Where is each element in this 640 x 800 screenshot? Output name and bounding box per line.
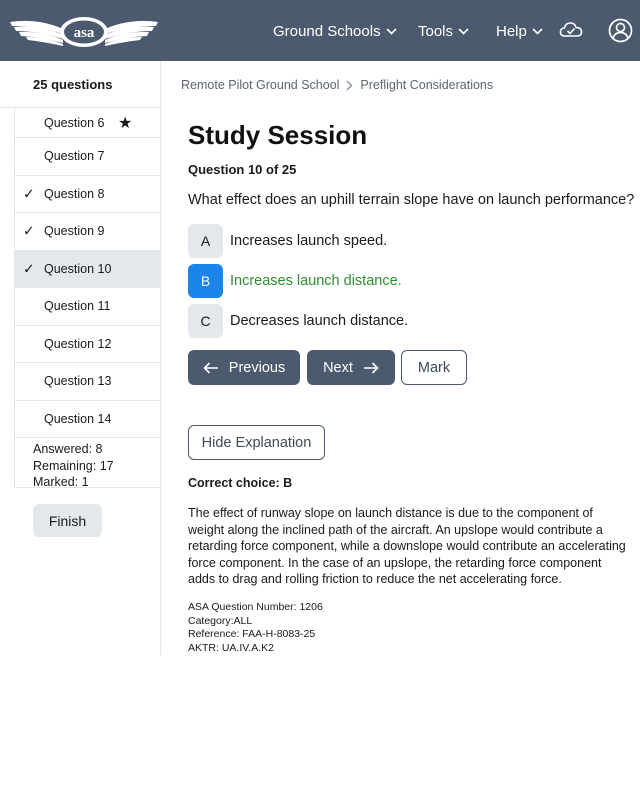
page-title: Study Session bbox=[188, 120, 368, 150]
top-navigation-bar bbox=[0, 0, 640, 61]
answer-text: Increases launch distance. bbox=[230, 273, 402, 289]
explanation-text: The effect of runway slope on launch distance is due to the component of weight along the inclined path of the aircraft. An upslope would contribute a retarding force component, while a downslope would contribute an accelerating force component. In the case of an upslope, the retarding force component adds to drag and rolling friction to reduce the net accelerating force. bbox=[188, 506, 626, 587]
star-icon: ★ bbox=[118, 114, 133, 132]
question-number: Question 10 of 25 bbox=[188, 162, 297, 177]
question-count-label: 25 questions bbox=[0, 61, 160, 108]
breadcrumb-course-link[interactable]: Remote Pilot Ground School bbox=[181, 78, 340, 92]
answer-text: Increases launch speed. bbox=[230, 233, 388, 249]
question-label: Question 10 bbox=[44, 261, 112, 276]
answer-option-c[interactable] bbox=[188, 304, 408, 338]
sidebar-question-item[interactable] bbox=[15, 251, 160, 289]
checkmark-icon: ✓ bbox=[23, 260, 35, 277]
wings-logo-icon bbox=[8, 12, 160, 50]
nav-ground-schools-label: Ground Schools bbox=[273, 22, 381, 40]
sidebar-question-item[interactable] bbox=[15, 288, 160, 326]
question-label: Question 6 bbox=[44, 115, 105, 130]
answer-text: Decreases launch distance. bbox=[230, 313, 409, 329]
chevron-right-icon bbox=[346, 80, 353, 91]
marked-count: Marked: 1 bbox=[33, 475, 89, 489]
checkmark-icon: ✓ bbox=[23, 185, 35, 202]
cloud-sync-icon[interactable] bbox=[559, 19, 583, 46]
sidebar-question-item[interactable] bbox=[15, 401, 160, 439]
sidebar-question-item[interactable] bbox=[15, 326, 160, 364]
checkmark-icon: ✓ bbox=[23, 222, 35, 239]
arrow-right-icon bbox=[363, 362, 379, 374]
sidebar-question-item[interactable] bbox=[15, 363, 160, 401]
question-label: Question 12 bbox=[44, 336, 112, 351]
question-list[interactable] bbox=[14, 108, 160, 488]
finish-button[interactable]: Finish bbox=[33, 504, 102, 537]
remaining-count: Remaining: 17 bbox=[33, 458, 114, 473]
question-label: Question 9 bbox=[44, 224, 105, 239]
aktr-code: AKTR: UA.IV.A.K2 bbox=[188, 641, 274, 654]
breadcrumb bbox=[181, 78, 493, 92]
question-label: Question 13 bbox=[44, 374, 112, 389]
nav-tools[interactable] bbox=[418, 20, 469, 42]
next-label: Next bbox=[323, 359, 353, 376]
sidebar-question-item[interactable] bbox=[15, 138, 160, 176]
asa-logo[interactable] bbox=[8, 12, 160, 50]
nav-help[interactable] bbox=[496, 20, 543, 42]
nav-ground-schools[interactable] bbox=[273, 20, 397, 42]
asa-question-number: ASA Question Number: 1206 bbox=[188, 601, 323, 613]
sidebar-question-item[interactable] bbox=[15, 176, 160, 214]
previous-label: Previous bbox=[228, 359, 286, 376]
question-label: Question 11 bbox=[44, 299, 111, 314]
answer-option-b[interactable] bbox=[188, 264, 402, 298]
answer-option-a[interactable] bbox=[188, 224, 387, 258]
question-text: What effect does an uphill terrain slope have on launch performance? bbox=[188, 192, 635, 208]
sidebar-question-item[interactable] bbox=[15, 213, 160, 251]
correct-choice: Correct choice: B bbox=[188, 476, 293, 490]
breadcrumb-section-link[interactable]: Preflight Considerations bbox=[360, 78, 494, 92]
arrow-left-icon bbox=[203, 362, 219, 374]
nav-tools-label: Tools bbox=[418, 22, 454, 40]
nav-help-label: Help bbox=[496, 22, 527, 40]
logo-text: asa bbox=[73, 25, 95, 41]
question-label: Question 7 bbox=[44, 149, 105, 164]
next-button[interactable] bbox=[307, 350, 395, 385]
question-label: Question 8 bbox=[44, 186, 105, 201]
sidebar-question-item[interactable] bbox=[15, 108, 160, 138]
reference: Reference: FAA-H-8083-25 bbox=[188, 628, 316, 640]
answered-count: Answered: 8 bbox=[33, 442, 103, 456]
previous-button[interactable] bbox=[188, 350, 300, 385]
answer-letter: A bbox=[188, 224, 223, 258]
chevron-down-icon bbox=[532, 28, 543, 35]
hide-explanation-button[interactable] bbox=[188, 425, 325, 460]
category: Category:ALL bbox=[188, 614, 253, 627]
mark-label: Mark bbox=[417, 359, 451, 376]
hide-explanation-label: Hide Explanation bbox=[201, 434, 312, 451]
question-sidebar bbox=[0, 61, 161, 655]
chevron-down-icon bbox=[458, 28, 469, 35]
mark-button[interactable] bbox=[401, 350, 467, 385]
answer-letter: B bbox=[188, 264, 223, 298]
question-metadata bbox=[188, 601, 323, 655]
progress-stats bbox=[33, 441, 114, 491]
user-account-icon[interactable] bbox=[608, 18, 633, 48]
question-label: Question 14 bbox=[44, 411, 112, 426]
chevron-down-icon bbox=[386, 28, 397, 35]
answer-letter: C bbox=[188, 304, 223, 338]
